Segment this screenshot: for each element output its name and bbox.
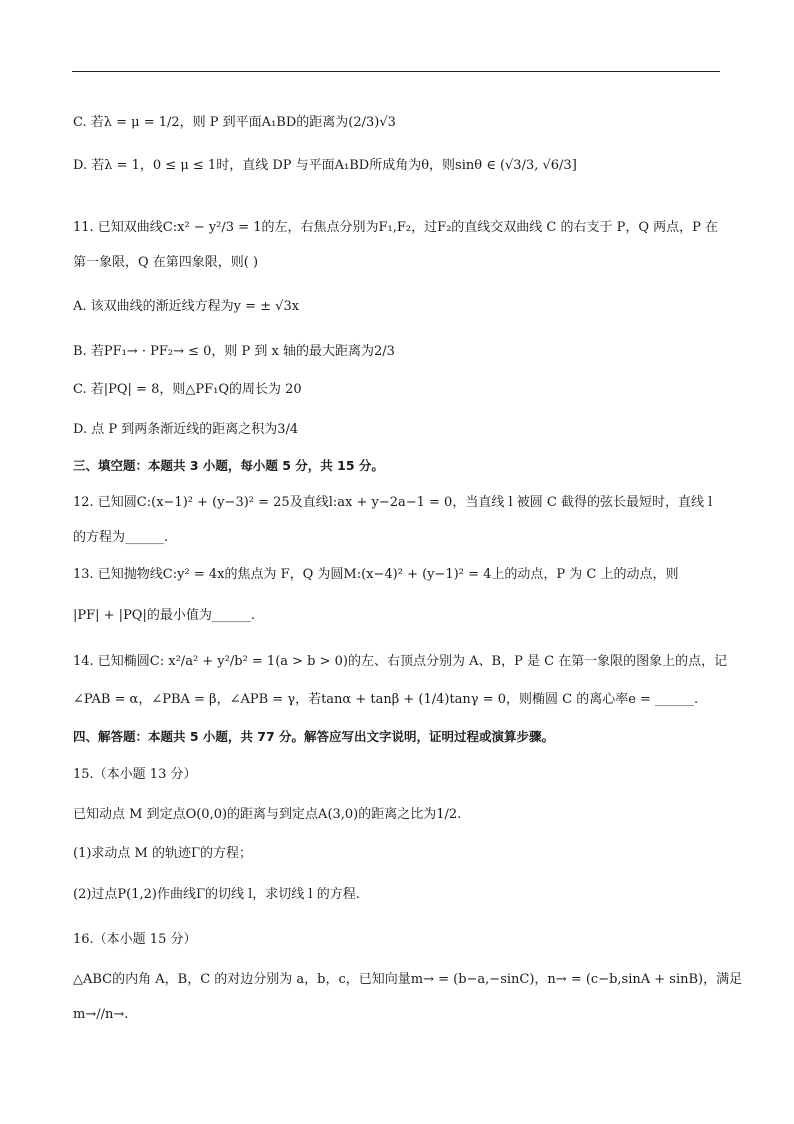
section-4-heading: 四、解答题：本题共 5 小题，共 77 分。解答应写出文字说明，证明过程或演算步骤。 (73, 729, 555, 744)
q15-part-1: (1)求动点 M 的轨迹Γ的方程； (73, 846, 253, 861)
q10-option-c: C. 若λ = μ = 1/2，则 P 到平面A₁BD的距离为(2/3)√3 (73, 115, 396, 130)
q14-stem-line1: 14. 已知椭圆C: x²/a² + y²/b² = 1(a > b > 0)的左、右顶点分别为 A、B，P 是 C 在第一象限的图象上的点，记 (73, 654, 728, 669)
section-3-heading: 三、填空题：本题共 3 小题，每小题 5 分，共 15 分。 (73, 458, 384, 473)
q16-stem-line2: m→//n→. (73, 1007, 129, 1022)
q10-option-d: D. 若λ = 1，0 ≤ μ ≤ 1时，直线 DP 与平面A₁BD所成角为θ，则sinθ ∈ (√3/3, √6/3] (73, 158, 577, 173)
q13-stem-line2: |PF| + |PQ|的最小值为______. (73, 608, 255, 623)
q11-option-a: A. 该双曲线的渐近线方程为y = ± √3x (73, 299, 300, 314)
q11-option-d: D. 点 P 到两条渐近线的距离之积为3/4 (73, 422, 299, 437)
q15-stem: 已知动点 M 到定点O(0,0)的距离与到定点A(3,0)的距离之比为1/2. (73, 807, 462, 822)
q11-option-c: C. 若|PQ| = 8，则△PF₁Q的周长为 20 (73, 382, 302, 397)
q11-stem-line1: 11. 已知双曲线C:x² − y²/3 = 1的左，右焦点分别为F₁,F₂，过F₂的直线交双曲线 C 的右支于 P，Q 两点，P 在 (73, 220, 719, 235)
q16-heading: 16.（本小题 15 分） (73, 932, 197, 947)
q11-stem-line2: 第一象限，Q 在第四象限，则( ) (73, 255, 259, 270)
q12-stem-line2: 的方程为______. (73, 530, 169, 545)
q15-part-2: (2)过点P(1,2)作曲线Γ的切线 l，求切线 l 的方程. (73, 887, 360, 902)
q15-heading: 15.（本小题 13 分） (73, 767, 197, 782)
q14-stem-line2: ∠PAB = α，∠PBA = β，∠APB = γ，若tanα + tanβ + (1/4)tanγ = 0，则椭圆 C 的离心率e = ______. (73, 692, 699, 707)
q13-stem-line1: 13. 已知抛物线C:y² = 4x的焦点为 F，Q 为圆M:(x−4)² + (y−1)² = 4上的动点，P 为 C 上的动点，则 (73, 567, 679, 582)
header-rule (72, 71, 720, 72)
q12-stem-line1: 12. 已知圆C:(x−1)² + (y−3)² = 25及直线l:ax + y−2a−1 = 0，当直线 l 被圆 C 截得的弦长最短时，直线 l (73, 495, 713, 510)
q11-option-b: B. 若PF₁→ · PF₂→ ≤ 0，则 P 到 x 轴的最大距离为2/3 (73, 344, 395, 359)
q16-stem-line1: △ABC的内角 A，B，C 的对边分别为 a，b，c，已知向量m→ = (b−a,−sinC)，n→ = (c−b,sinA + sinB)，满足 (73, 972, 743, 987)
